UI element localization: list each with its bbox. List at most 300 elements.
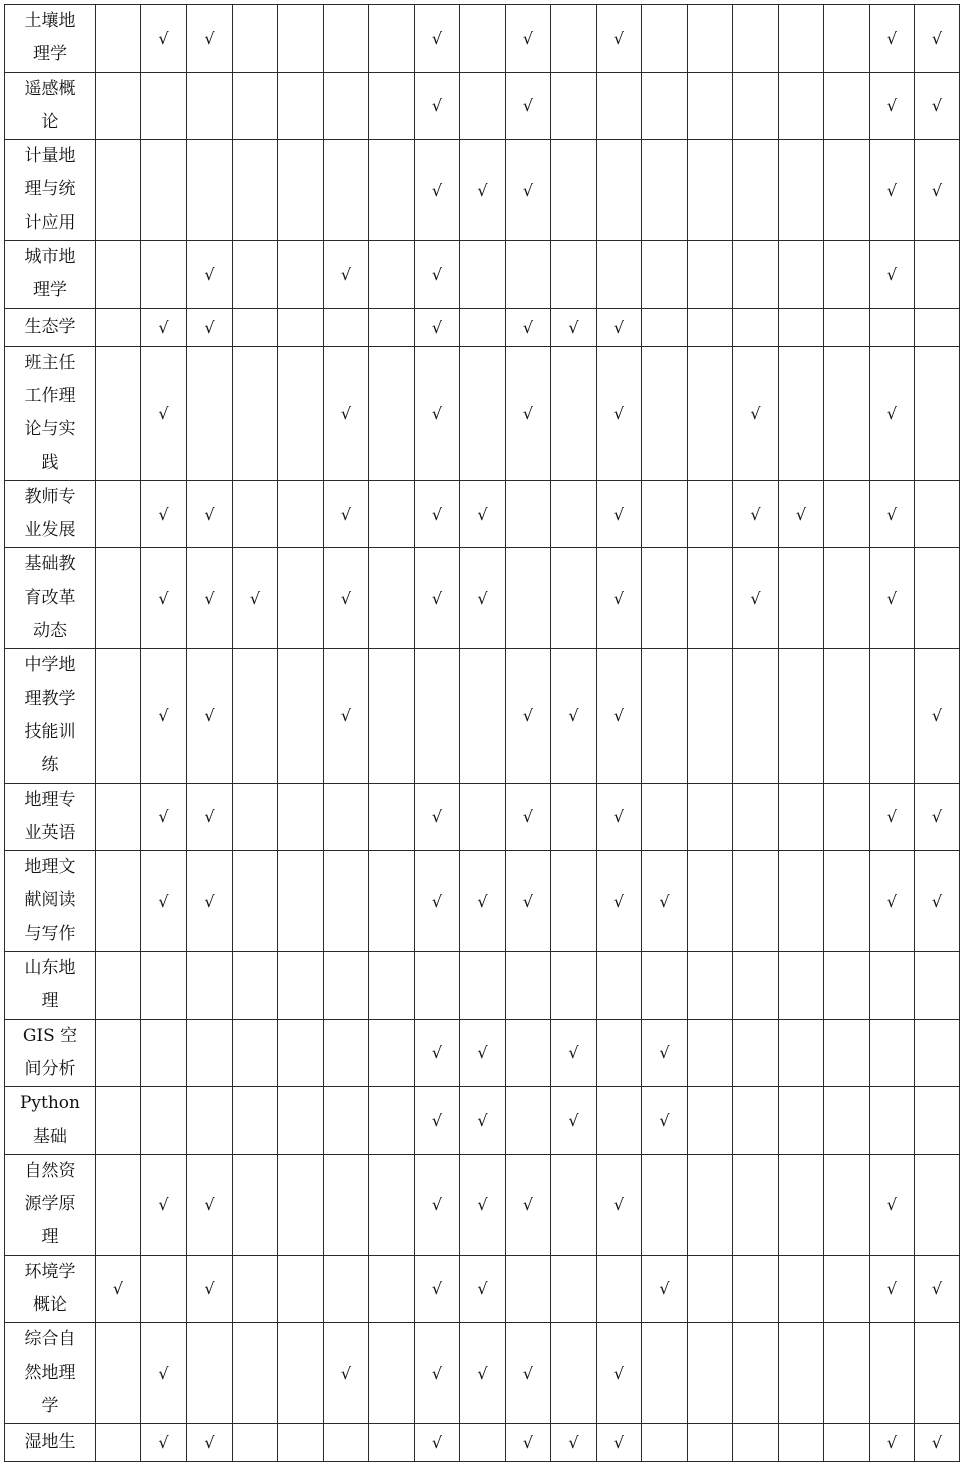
check-mark-cell xyxy=(870,1255,915,1323)
check-icon: √ xyxy=(477,504,488,524)
empty-cell xyxy=(915,1154,960,1255)
empty-cell xyxy=(733,1154,779,1255)
course-name-cell xyxy=(5,1019,96,1087)
check-icon: √ xyxy=(522,403,534,423)
empty-cell xyxy=(688,140,733,241)
empty-cell xyxy=(96,5,141,73)
empty-cell xyxy=(369,346,415,480)
check-mark-cell xyxy=(915,851,960,952)
empty-cell xyxy=(460,649,506,783)
check-icon: √ xyxy=(522,180,534,200)
course-requirement-matrix xyxy=(4,4,960,1462)
check-mark-cell xyxy=(506,346,551,480)
check-icon: √ xyxy=(886,28,898,48)
course-name-line: Python xyxy=(19,1093,80,1114)
empty-cell xyxy=(460,72,506,140)
check-mark-cell xyxy=(915,5,960,73)
empty-cell xyxy=(915,308,960,346)
empty-cell xyxy=(324,952,369,1020)
empty-cell xyxy=(278,851,324,952)
empty-cell xyxy=(187,140,233,241)
empty-cell xyxy=(733,1019,779,1087)
empty-cell xyxy=(96,1154,141,1255)
empty-cell xyxy=(915,1019,960,1087)
check-icon: √ xyxy=(931,180,943,200)
empty-cell xyxy=(688,1424,733,1462)
empty-cell xyxy=(369,1019,415,1087)
course-name-line: 地理文 xyxy=(24,857,76,878)
course-name-cell xyxy=(5,5,96,73)
empty-cell xyxy=(733,783,779,851)
empty-cell xyxy=(324,140,369,241)
empty-cell xyxy=(141,1087,187,1155)
empty-cell xyxy=(915,241,960,309)
table-row xyxy=(5,1154,960,1255)
empty-cell xyxy=(233,851,278,952)
course-name-cell xyxy=(5,140,96,241)
empty-cell xyxy=(779,72,824,140)
check-icon: √ xyxy=(886,1195,898,1215)
empty-cell xyxy=(369,480,415,548)
empty-cell xyxy=(96,1019,141,1087)
check-icon: √ xyxy=(477,1195,488,1215)
empty-cell xyxy=(824,308,870,346)
empty-cell xyxy=(96,72,141,140)
check-icon: √ xyxy=(613,1433,625,1453)
empty-cell xyxy=(96,1087,141,1155)
course-name-line: 间分析 xyxy=(24,1058,76,1079)
check-icon: √ xyxy=(431,588,443,608)
empty-cell xyxy=(369,952,415,1020)
check-mark-cell xyxy=(187,5,233,73)
empty-cell xyxy=(733,952,779,1020)
check-icon: √ xyxy=(522,1433,534,1453)
empty-cell xyxy=(233,952,278,1020)
course-name-line: 论 xyxy=(41,111,59,132)
empty-cell xyxy=(278,72,324,140)
empty-cell xyxy=(369,548,415,649)
empty-cell xyxy=(915,548,960,649)
check-mark-cell xyxy=(870,783,915,851)
empty-cell xyxy=(688,1087,733,1155)
check-icon: √ xyxy=(431,317,443,337)
empty-cell xyxy=(278,346,324,480)
table-row xyxy=(5,1087,960,1155)
empty-cell xyxy=(824,649,870,783)
table-row xyxy=(5,241,960,309)
check-icon: √ xyxy=(204,1433,215,1453)
empty-cell xyxy=(688,1019,733,1087)
check-mark-cell xyxy=(96,1255,141,1323)
check-mark-cell xyxy=(187,1424,233,1462)
check-icon: √ xyxy=(886,180,898,200)
table-row xyxy=(5,1323,960,1424)
check-mark-cell xyxy=(870,851,915,952)
course-name-line: 概论 xyxy=(33,1294,67,1315)
check-mark-cell xyxy=(597,783,642,851)
course-name-line: 然地理 xyxy=(24,1362,76,1383)
check-icon: √ xyxy=(477,1363,488,1383)
check-icon: √ xyxy=(886,96,898,116)
check-mark-cell xyxy=(870,1154,915,1255)
empty-cell xyxy=(688,548,733,649)
check-mark-cell xyxy=(551,308,597,346)
empty-cell xyxy=(551,783,597,851)
check-mark-cell xyxy=(597,548,642,649)
check-icon: √ xyxy=(522,891,534,911)
empty-cell xyxy=(506,1019,551,1087)
empty-cell xyxy=(324,1087,369,1155)
table-row xyxy=(5,1255,960,1323)
empty-cell xyxy=(733,1087,779,1155)
check-mark-cell xyxy=(551,1019,597,1087)
empty-cell xyxy=(415,952,460,1020)
check-icon: √ xyxy=(522,706,534,726)
empty-cell xyxy=(824,1087,870,1155)
empty-cell xyxy=(915,1087,960,1155)
empty-cell xyxy=(369,1323,415,1424)
check-mark-cell xyxy=(642,1087,688,1155)
check-mark-cell xyxy=(141,1424,187,1462)
course-name-line: 计应用 xyxy=(24,212,76,233)
check-mark-cell xyxy=(415,1087,460,1155)
empty-cell xyxy=(324,1154,369,1255)
empty-cell xyxy=(141,72,187,140)
empty-cell xyxy=(779,140,824,241)
empty-cell xyxy=(824,1255,870,1323)
course-name-cell xyxy=(5,783,96,851)
empty-cell xyxy=(733,140,779,241)
check-icon: √ xyxy=(886,1433,898,1453)
course-name-cell xyxy=(5,480,96,548)
check-mark-cell xyxy=(141,346,187,480)
empty-cell xyxy=(824,1323,870,1424)
empty-cell xyxy=(324,308,369,346)
empty-cell xyxy=(779,1424,824,1462)
check-mark-cell xyxy=(415,1255,460,1323)
check-icon: √ xyxy=(431,28,443,48)
empty-cell xyxy=(324,1424,369,1462)
empty-cell xyxy=(824,548,870,649)
empty-cell xyxy=(870,1019,915,1087)
check-icon: √ xyxy=(659,1111,670,1130)
empty-cell xyxy=(915,480,960,548)
course-name-line: 计量地 xyxy=(24,146,76,167)
empty-cell xyxy=(96,480,141,548)
check-mark-cell xyxy=(415,1154,460,1255)
course-name-cell xyxy=(5,308,96,346)
check-mark-cell xyxy=(642,1255,688,1323)
course-name-cell xyxy=(5,548,96,649)
empty-cell xyxy=(369,140,415,241)
empty-cell xyxy=(278,1323,324,1424)
check-icon: √ xyxy=(158,588,169,608)
empty-cell xyxy=(642,241,688,309)
check-icon: √ xyxy=(431,96,443,116)
course-name-line: 基础 xyxy=(33,1126,67,1147)
check-icon: √ xyxy=(204,504,215,524)
empty-cell xyxy=(187,1323,233,1424)
check-mark-cell xyxy=(415,72,460,140)
check-icon: √ xyxy=(431,1363,443,1383)
empty-cell xyxy=(96,140,141,241)
course-name-cell xyxy=(5,649,96,783)
empty-cell xyxy=(96,649,141,783)
check-mark-cell xyxy=(415,308,460,346)
empty-cell xyxy=(733,851,779,952)
check-icon: √ xyxy=(158,1363,169,1383)
check-icon: √ xyxy=(431,1433,443,1453)
check-icon: √ xyxy=(204,1279,215,1299)
empty-cell xyxy=(779,548,824,649)
empty-cell xyxy=(551,140,597,241)
check-mark-cell xyxy=(506,851,551,952)
empty-cell xyxy=(824,241,870,309)
empty-cell xyxy=(870,1323,915,1424)
course-name-line: 理 xyxy=(41,1227,59,1248)
empty-cell xyxy=(597,952,642,1020)
check-icon: √ xyxy=(431,807,443,827)
empty-cell xyxy=(597,1255,642,1323)
empty-cell xyxy=(324,5,369,73)
check-mark-cell xyxy=(141,1154,187,1255)
check-mark-cell xyxy=(597,1424,642,1462)
check-mark-cell xyxy=(141,480,187,548)
check-mark-cell xyxy=(187,649,233,783)
empty-cell xyxy=(96,548,141,649)
empty-cell xyxy=(733,1255,779,1323)
check-mark-cell xyxy=(141,1323,187,1424)
empty-cell xyxy=(233,1087,278,1155)
empty-cell xyxy=(642,346,688,480)
empty-cell xyxy=(460,783,506,851)
empty-cell xyxy=(688,1323,733,1424)
empty-cell xyxy=(233,1019,278,1087)
empty-cell xyxy=(551,5,597,73)
empty-cell xyxy=(915,346,960,480)
empty-cell xyxy=(278,1255,324,1323)
empty-cell xyxy=(779,241,824,309)
check-mark-cell xyxy=(415,1019,460,1087)
check-mark-cell xyxy=(870,72,915,140)
course-name-line: 地理专 xyxy=(24,789,76,810)
check-mark-cell xyxy=(324,241,369,309)
course-name-line: 业发展 xyxy=(24,520,76,541)
course-name-line: 理学 xyxy=(33,44,67,65)
empty-cell xyxy=(233,140,278,241)
check-icon: √ xyxy=(568,1043,579,1063)
check-icon: √ xyxy=(659,1279,670,1299)
table-row xyxy=(5,649,960,783)
course-name-line: 技能训 xyxy=(24,721,76,742)
check-icon: √ xyxy=(931,807,943,827)
empty-cell xyxy=(870,649,915,783)
empty-cell xyxy=(96,952,141,1020)
empty-cell xyxy=(506,548,551,649)
course-name-line: 理学 xyxy=(33,280,67,301)
empty-cell xyxy=(506,952,551,1020)
check-mark-cell xyxy=(597,346,642,480)
table-row xyxy=(5,5,960,73)
check-icon: √ xyxy=(477,180,488,200)
check-icon: √ xyxy=(158,891,169,911)
check-icon: √ xyxy=(613,891,625,911)
course-name-line: 练 xyxy=(41,755,59,776)
check-icon: √ xyxy=(204,28,215,48)
empty-cell xyxy=(688,1154,733,1255)
check-mark-cell xyxy=(187,1255,233,1323)
check-icon: √ xyxy=(931,96,943,116)
empty-cell xyxy=(688,308,733,346)
empty-cell xyxy=(642,1154,688,1255)
empty-cell xyxy=(460,308,506,346)
check-mark-cell xyxy=(187,480,233,548)
empty-cell xyxy=(688,1255,733,1323)
check-mark-cell xyxy=(460,140,506,241)
check-icon: √ xyxy=(431,264,443,284)
check-icon: √ xyxy=(431,1279,443,1299)
course-name-line: 献阅读 xyxy=(24,890,76,911)
empty-cell xyxy=(187,1087,233,1155)
empty-cell xyxy=(824,72,870,140)
course-name-line: 学 xyxy=(41,1395,59,1416)
empty-cell xyxy=(369,241,415,309)
check-mark-cell xyxy=(415,241,460,309)
empty-cell xyxy=(369,649,415,783)
check-mark-cell xyxy=(187,548,233,649)
empty-cell xyxy=(187,72,233,140)
check-icon: √ xyxy=(477,588,488,608)
empty-cell xyxy=(824,5,870,73)
check-mark-cell xyxy=(597,480,642,548)
empty-cell xyxy=(233,308,278,346)
table-row xyxy=(5,140,960,241)
check-icon: √ xyxy=(204,807,215,827)
course-name-line: 环境学 xyxy=(24,1261,76,1282)
check-icon: √ xyxy=(750,403,761,423)
empty-cell xyxy=(642,308,688,346)
empty-cell xyxy=(278,952,324,1020)
empty-cell xyxy=(506,1087,551,1155)
empty-cell xyxy=(551,851,597,952)
table-row xyxy=(5,480,960,548)
empty-cell xyxy=(688,649,733,783)
check-mark-cell xyxy=(187,851,233,952)
empty-cell xyxy=(187,346,233,480)
empty-cell xyxy=(324,72,369,140)
course-name-cell xyxy=(5,241,96,309)
empty-cell xyxy=(278,140,324,241)
empty-cell xyxy=(233,241,278,309)
check-mark-cell xyxy=(233,548,278,649)
table-row xyxy=(5,851,960,952)
check-icon: √ xyxy=(931,1279,943,1299)
check-icon: √ xyxy=(931,706,943,726)
check-icon: √ xyxy=(431,403,443,423)
empty-cell xyxy=(233,649,278,783)
check-icon: √ xyxy=(568,1433,579,1453)
check-mark-cell xyxy=(415,5,460,73)
check-icon: √ xyxy=(522,1195,534,1215)
check-mark-cell xyxy=(506,140,551,241)
check-icon: √ xyxy=(886,1279,898,1299)
check-icon: √ xyxy=(522,807,534,827)
check-icon: √ xyxy=(931,891,943,911)
check-icon: √ xyxy=(340,706,352,726)
check-mark-cell xyxy=(506,72,551,140)
course-name-line: GIS 空 xyxy=(22,1025,78,1046)
empty-cell xyxy=(642,140,688,241)
check-mark-cell xyxy=(551,1424,597,1462)
check-mark-cell xyxy=(141,548,187,649)
check-mark-cell xyxy=(460,1019,506,1087)
empty-cell xyxy=(233,346,278,480)
check-mark-cell xyxy=(870,140,915,241)
course-name-line: 教师专 xyxy=(24,486,76,507)
empty-cell xyxy=(506,480,551,548)
course-name-cell xyxy=(5,1255,96,1323)
empty-cell xyxy=(233,72,278,140)
check-icon: √ xyxy=(659,1043,670,1063)
check-mark-cell xyxy=(415,346,460,480)
check-icon: √ xyxy=(158,706,169,726)
table-row xyxy=(5,308,960,346)
empty-cell xyxy=(233,783,278,851)
empty-cell xyxy=(688,783,733,851)
check-icon: √ xyxy=(431,1043,443,1063)
check-icon: √ xyxy=(477,891,488,911)
empty-cell xyxy=(597,140,642,241)
empty-cell xyxy=(779,851,824,952)
empty-cell xyxy=(733,241,779,309)
check-mark-cell xyxy=(415,1323,460,1424)
check-icon: √ xyxy=(204,891,215,911)
course-name-line: 遥感概 xyxy=(24,78,76,99)
check-mark-cell xyxy=(415,851,460,952)
empty-cell xyxy=(642,72,688,140)
table-row xyxy=(5,72,960,140)
check-mark-cell xyxy=(506,1154,551,1255)
empty-cell xyxy=(278,1087,324,1155)
check-icon: √ xyxy=(522,96,534,116)
empty-cell xyxy=(460,241,506,309)
check-icon: √ xyxy=(750,588,761,608)
empty-cell xyxy=(779,1087,824,1155)
empty-cell xyxy=(642,1323,688,1424)
check-mark-cell xyxy=(460,1255,506,1323)
empty-cell xyxy=(460,346,506,480)
empty-cell xyxy=(460,1424,506,1462)
check-icon: √ xyxy=(522,28,534,48)
course-name-cell xyxy=(5,1154,96,1255)
check-icon: √ xyxy=(659,891,670,911)
check-mark-cell xyxy=(597,308,642,346)
course-name-line: 践 xyxy=(41,452,59,473)
check-icon: √ xyxy=(158,807,169,827)
empty-cell xyxy=(324,1255,369,1323)
empty-cell xyxy=(278,548,324,649)
check-icon: √ xyxy=(204,1195,215,1215)
check-mark-cell xyxy=(642,1019,688,1087)
empty-cell xyxy=(733,1323,779,1424)
check-icon: √ xyxy=(613,1363,625,1383)
check-mark-cell xyxy=(733,548,779,649)
table-row xyxy=(5,548,960,649)
check-mark-cell xyxy=(460,1323,506,1424)
check-icon: √ xyxy=(613,807,625,827)
empty-cell xyxy=(233,1424,278,1462)
check-icon: √ xyxy=(568,317,579,337)
